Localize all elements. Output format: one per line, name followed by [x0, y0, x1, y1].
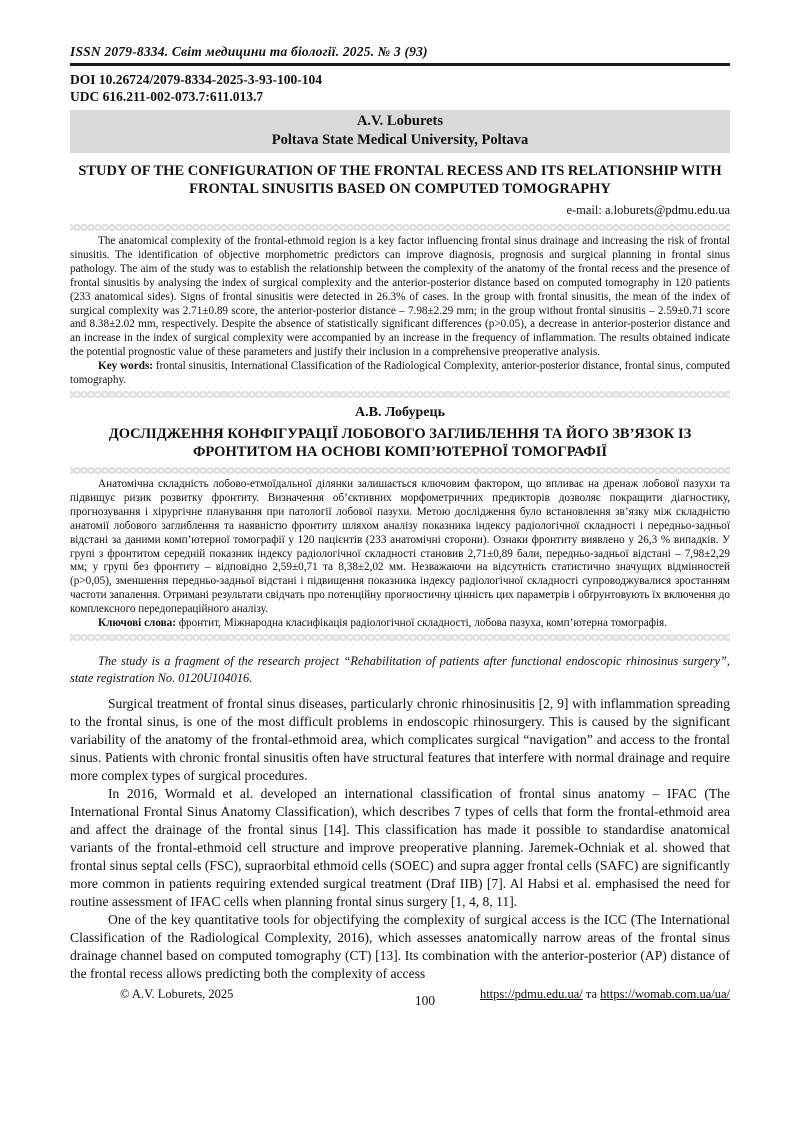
- author-affiliation-box: [70, 110, 730, 153]
- keywords-ua-label: Ключові слова:: [98, 617, 177, 630]
- abstract-ua: Анатомічна складність лобово-етмоїдальної ділянки залишається ключовим фактором, що впливає на дренаж лобової пазухи та підвищує ризик розвитку фронтиту. Визначення об’єктивних морфометричних предикторів дозволяє покращити діагностику, прогнозування і хірургічне планування при патології лобової пазухи. Метою дослідження було встановлення зв’язку між складністю анатомії лобового заглиблення та наявністю фронтиту шляхом аналізу показника індексу радіологічної складності і передньо-задньої відстані за даними комп’ютерної томографії у 120 пацієнтів (233 анатомічні сторони). Ознаки фронтиту виявлено у 26,3 % випадків. У групі з фронтитом середній показник індексу радіологічної складності становив 2,71±0,89 бали, передньо-задньої відстані – 7,98±2,29 мм; у групі без фронтиту – відповідно 2,59±0,71 та 8,38±2,02 мм. Незважаючи на відсутність статистично значущих відмінностей (p>0,05), зменшення передньо-задньої відстані і підвищення показника індексу радіологічної складності супроводжувалися зростанням частоти запалення. Отримані результати свідчать про потенційну прогностичну цінність цих параметрів і обґрунтовують їх включення до комплексного передопераційного аналізу.: [70, 477, 730, 616]
- article-title-ua: ДОСЛІДЖЕННЯ КОНФІГУРАЦІЇ ЛОБОВОГО ЗАГЛИБЛЕННЯ ТА ЙОГО ЗВ’ЯЗОК ІЗ ФРОНТИТОМ НА ОСНОВІ КОМП’ЮТЕРНОЇ ТОМОГРАФІЇ: [108, 425, 692, 460]
- article-title-en: STUDY OF THE CONFIGURATION OF THE FRONTAL RECESS AND ITS RELATIONSHIP WITH FRONTAL SINUSITIS BASED ON COMPUTED TOMOGRAPHY: [78, 163, 722, 197]
- abstract-en: The anatomical complexity of the frontal-ethmoid region is a key factor influencing frontal sinus drainage and increasing the risk of frontal sinusitis. The identification of objective morphometric predictors can improve diagnosis, prognosis and surgical planning in frontal sinus pathology. The aim of the study was to establish the relationship between the complexity of the anatomy of the frontal recess and the presence of frontal sinusitis by analysing the index of surgical complexity and the anterior-posterior distance based on computed tomography in 120 patients (233 anatomical sides). Signs of frontal sinusitis were detected in 26.3% of cases. In the group with frontal sinusitis, the mean of the index of surgical complexity was 2.71±0.89 score, the anterior-posterior distance – 7.98±2.29 mm; in the group without frontal sinusitis – 2.59±0.71 score and 8.38±2.02 mm, respectively. Despite the absence of statistically significant differences (p>0.05), a decrease in anterior-posterior distance and an increase in the index of surgical complexity were accompanied by an increase in the frequency of inflammation. The results obtained indicate the potential prognostic value of these parameters and justify their inclusion in a comprehensive preoperative analysis.: [70, 235, 730, 359]
- udc-line: UDC 616.211-002-073.7:611.013.7: [70, 88, 264, 104]
- research-fragment-note: The study is a fragment of the research project “Rehabilitation of patients after functional endoscopic rhinosinus surgery”, state registration No. 0120U104016.: [70, 653, 730, 685]
- affiliation: Poltava State Medical University, Poltava: [271, 132, 529, 148]
- zigzag-divider: [70, 634, 730, 641]
- pdmu-link[interactable]: https://pdmu.edu.ua/: [479, 986, 583, 1001]
- body-paragraph: Surgical treatment of frontal sinus diseases, particularly chronic rhinosinusitis [2, 9] with inflammation spreading to the frontal sinus, is one of the most difficult problems in endoscopic rhinosurgery. This is caused by the significant variability of the anatomy of the frontal-ethmoid area, which complicates surgical “navigation” and access to the frontal sinus. Patients with chronic frontal sinusitis often have structural features that interfere with normal drainage and require more complex types of surgical procedures.: [70, 695, 730, 783]
- link-separator: та: [582, 986, 601, 1001]
- article-body: [70, 695, 730, 983]
- keywords-ua-text: фронтит, Міжнародна класифікація радіологічної складності, лобова пазуха, комп’ютерна томографія.: [176, 617, 667, 630]
- body-paragraph: One of the key quantitative tools for objectifying the complexity of surgical access is the ICC (The International Classification of the Radiological Complexity, 2016), which assesses anatomically narrow areas of the frontal sinus drainage channel based on computed tomography (CT) [13]. Its combination with the anterior-posterior (AP) distance of the frontal recess allows predicting both the complexity of access: [70, 911, 730, 981]
- zigzag-divider: [70, 467, 730, 474]
- email-line: e-mail: a.loburets@pdmu.edu.ua: [566, 203, 730, 217]
- footer-links: [455, 987, 730, 1002]
- zigzag-divider: [70, 224, 730, 231]
- header-double-rule: [70, 63, 730, 66]
- keywords-ua: [70, 617, 730, 631]
- journal-header: ISSN 2079-8334. Світ медицини та біології. 2025. № 3 (93): [70, 44, 428, 59]
- page-footer: [70, 987, 730, 1009]
- womab-link[interactable]: https://womab.com.ua/ua/: [600, 986, 730, 1001]
- copyright-notice: © A.V. Loburets, 2025: [120, 986, 234, 1001]
- body-paragraph: In 2016, Wormald et al. developed an international classification of frontal sinus anatomy – IFAC (The International Frontal Sinus Anatomy Classification), which describes 7 types of cells that form the frontal-ethmoid area and affect the drainage of the frontal sinus [14]. This classification has made it possible to standardise anatomical variants of the frontal-ethmoid cell structure and improve preoperative planning. Jaremek-Ochniak et al. showed that frontal sinus septal cells (FSC), supraorbital ethmoid cells (SOEC) and supra agger frontal cells (SAFC) are significantly more common in patients requiring extended surgical treatment (Draf IIB) [7]. Al Habsi et al. emphasised the need for routine assessment of IFAC cells when planning frontal sinus surgery [1, 4, 8, 11].: [70, 785, 730, 909]
- zigzag-divider: [70, 391, 730, 398]
- author-name-ua: А.В. Лобурець: [355, 404, 445, 420]
- keywords-en-label: Key words:: [98, 360, 154, 373]
- keywords-en: [70, 360, 730, 388]
- doi-line: DOI 10.26724/2079-8334-2025-3-93-100-104: [70, 72, 322, 87]
- author-name-en: A.V. Loburets: [356, 113, 444, 129]
- page-number: 100: [414, 992, 436, 1008]
- keywords-en-text: frontal sinusitis, International Classification of the Radiological Complexity, anterior-posterior distance, frontal sinus, computed tomography.: [70, 360, 730, 387]
